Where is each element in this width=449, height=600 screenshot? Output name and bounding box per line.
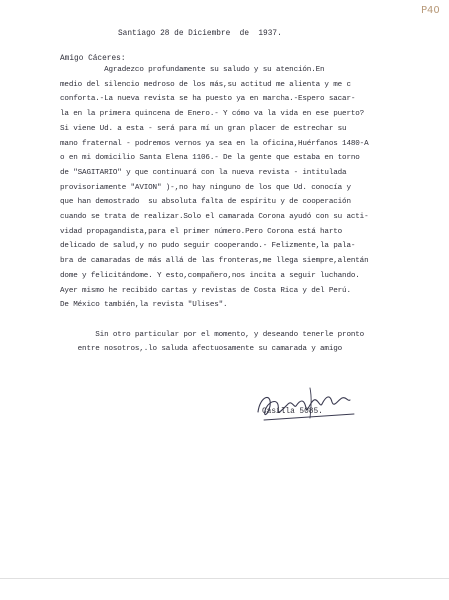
letter-line: Si viene Ud. a esta - será para mí un gran placer de estrechar su (60, 124, 347, 133)
scan-edge (0, 578, 449, 579)
letter-line: que han demostrado su absoluta falta de espíritu y de cooperación (60, 198, 351, 207)
letter-line: mano fraternal - podremos vernos ya sea en la oficina,Huérfanos 1480-A (60, 139, 369, 148)
letter-line: conforta.-La nueva revista se ha puesto ya en marcha.-Espero sacar- (60, 95, 356, 104)
letter-line: delicado de salud,y no pudo seguir cooperando.- Felizmente,la pala- (60, 242, 356, 251)
letter-line: entre nosotros,.lo saluda afectuosamente su camarada y amigo (60, 345, 343, 354)
date-line: Santiago 28 de Diciembre de 1937. (118, 30, 282, 38)
postal-address: Casilla 5085. (262, 408, 323, 416)
letter-line: De México también,la revista "Ulises". (60, 301, 228, 310)
page-number: P40 (421, 5, 440, 16)
letter-line: Sin otro particular por el momento, y deseando tenerle pronto (60, 330, 365, 339)
letter-line: o en mi domicilio Santa Elena 1106.- De la gente que estaba en torno (60, 154, 360, 163)
salutation: Amigo Cáceres: (60, 55, 126, 63)
handwritten-signature (250, 378, 360, 428)
letter-line: provisoriamente "AVION" )-,no hay ninguno de los que Ud. conocía y (60, 183, 351, 192)
letter-line: vidad propagandista,para el primer número.Pero Corona está harto (60, 227, 343, 236)
letter-line: medio del silencio medroso de los más,su actitud me alienta y me c (60, 80, 351, 89)
letter-line: de "SAGITARIO" y que continuará con la nueva revista - intitulada (60, 168, 347, 177)
letter-line: bra de camaradas de más allá de las fronteras,me llega siempre,alentán (60, 257, 369, 266)
letter-line: Agradezco profundamente su saludo y su atención.En (60, 66, 325, 74)
letter-line: la en la primera quincena de Enero.- Y cómo va la vida en ese puerto? (60, 110, 365, 119)
letter-line: cuando se trata de realizar.Solo el camarada Corona ayudó con su acti- (60, 213, 369, 221)
letter-line: dome y felicitándome. Y esto,compañero,nos incita a seguir luchando. (60, 271, 360, 280)
letter-line: Ayer mismo he recibido cartas y revistas de Costa Rica y del Perú. (60, 286, 351, 295)
